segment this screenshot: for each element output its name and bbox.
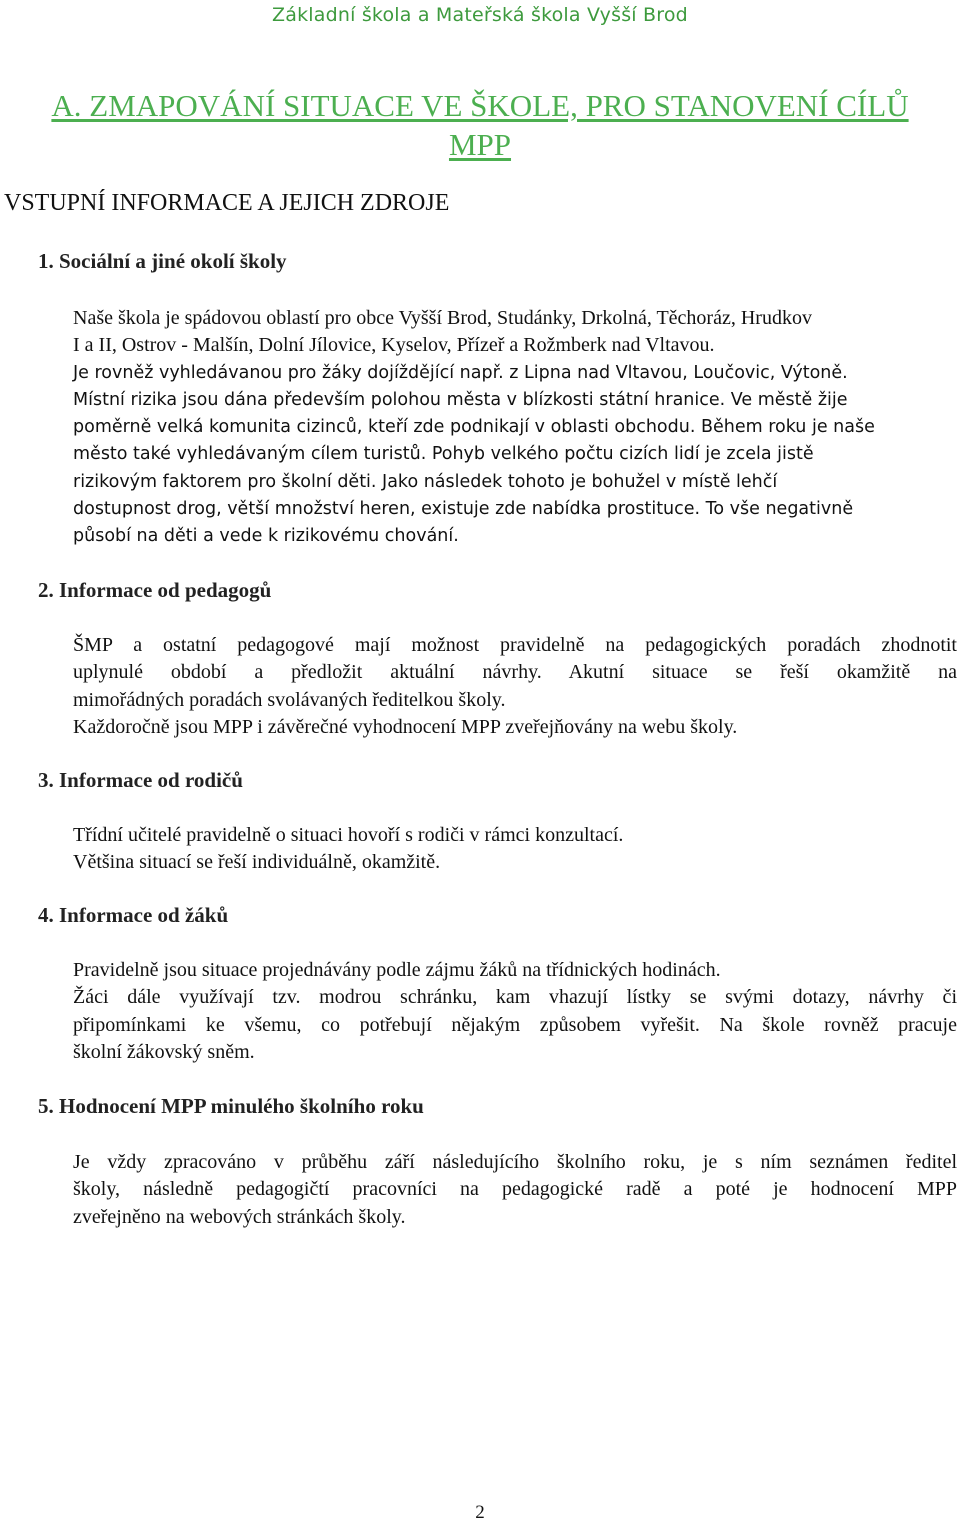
section-body-2	[73, 632, 957, 741]
section-heading-2: 2. Informace od pedagogů	[38, 578, 272, 602]
paragraph-line: I a II, Ostrov - Malšín, Dolní Jílovice, Kyselov, Přízeř a Rožmberk nad Vltavou.	[73, 334, 715, 357]
section-heading-5: 5. Hodnocení MPP minulého školního roku	[38, 1094, 424, 1118]
paragraph-line: ŠMP a ostatní pedagogové mají možnost pravidelně na pedagogických poradách zhodnotit	[73, 634, 957, 656]
paragraph-line: Je rovněž vyhledávanou pro žáky dojíždějící např. z Lipna nad Vltavou, Loučovic, Výtoně.	[73, 362, 848, 383]
document-title-line-1: A. ZMAPOVÁNÍ SITUACE VE ŠKOLE, PRO STANOVENÍ CÍLŮ	[51, 88, 909, 123]
page-number: 2	[475, 1502, 485, 1523]
paragraph-line: Většina situací se řeší individuálně, okamžitě.	[73, 851, 441, 874]
paragraph-line: dostupnost drog, větší množství heren, existuje zde nabídka prostituce. To vše negativně	[73, 499, 854, 520]
paragraph-line: rizikovým faktorem pro školní děti. Jako následek tohoto je bohužel v místě lehčí	[73, 471, 778, 492]
paragraph-line: Naše škola je spádovou oblastí pro obce Vyšší Brod, Studánky, Drkolná, Těchoráz, Hrudkov	[73, 307, 812, 329]
section-body-5	[73, 1149, 957, 1231]
paragraph-line: zveřejněno na webových stránkách školy.	[73, 1205, 406, 1228]
section-heading-3: 3. Informace od rodičů	[38, 768, 243, 792]
paragraph-line: působí na děti a vede k rizikovému chování.	[73, 526, 459, 547]
section-body-1	[73, 305, 957, 551]
paragraph-line: Každoročně jsou MPP i závěrečné vyhodnocení MPP zveřejňovány na webu školy.	[73, 715, 738, 738]
paragraph-line: Třídní učitelé pravidelně o situaci hovoří s rodiči v rámci konzultací.	[73, 824, 624, 846]
paragraph-line: školy, následně pedagogičtí pracovníci na pedagogické radě a poté je hodnocení MPP	[73, 1178, 957, 1201]
paragraph-line: připomínkami ke všemu, co potřebují nějakým způsobem vyřešit. Na škole rovněž pracuje	[73, 1013, 957, 1036]
paragraph-line: uplynulé období a předložit aktuální návrhy. Akutní situace se řeší okamžitě na	[73, 661, 957, 684]
paragraph-line: Je vždy zpracováno v průběhu září následujícího školního roku, je s ním seznámen ředitel	[73, 1151, 957, 1173]
paragraph-line: školní žákovský sněm.	[73, 1040, 255, 1063]
section-heading-4: 4. Informace od žáků	[38, 903, 229, 927]
document-title	[18, 86, 942, 164]
section-body-4	[73, 957, 957, 1066]
section-subtitle: VSTUPNÍ INFORMACE A JEJICH ZDROJE	[4, 190, 450, 216]
paragraph-line: mimořádných poradách svolávaných ředitelkou školy.	[73, 688, 506, 711]
document-title-line-2: MPP	[448, 127, 512, 162]
paragraph-line: poměrně velká komunita cizinců, kteří zde podnikají v oblasti obchodu. Během roku je naše	[73, 417, 875, 438]
page-header: Základní škola a Mateřská škola Vyšší Brod	[272, 4, 688, 26]
section-body-3	[73, 822, 957, 877]
section-heading-1: 1. Sociální a jiné okolí školy	[38, 249, 287, 273]
paragraph-line: Žáci dále využívají tzv. modrou schránku, kam vhazují lístky se svými dotazy, návrhy či	[73, 986, 957, 1009]
paragraph-line: Pravidelně jsou situace projednávány podle zájmu žáků na třídnických hodinách.	[73, 959, 721, 981]
paragraph-line: město také vyhledávaným cílem turistů. Pohyb velkého počtu cizích lidí je zcela jistě	[73, 444, 814, 465]
paragraph-line: Místní rizika jsou dána především polohou města v blízkosti státní hranice. Ve městě žije	[73, 389, 848, 410]
